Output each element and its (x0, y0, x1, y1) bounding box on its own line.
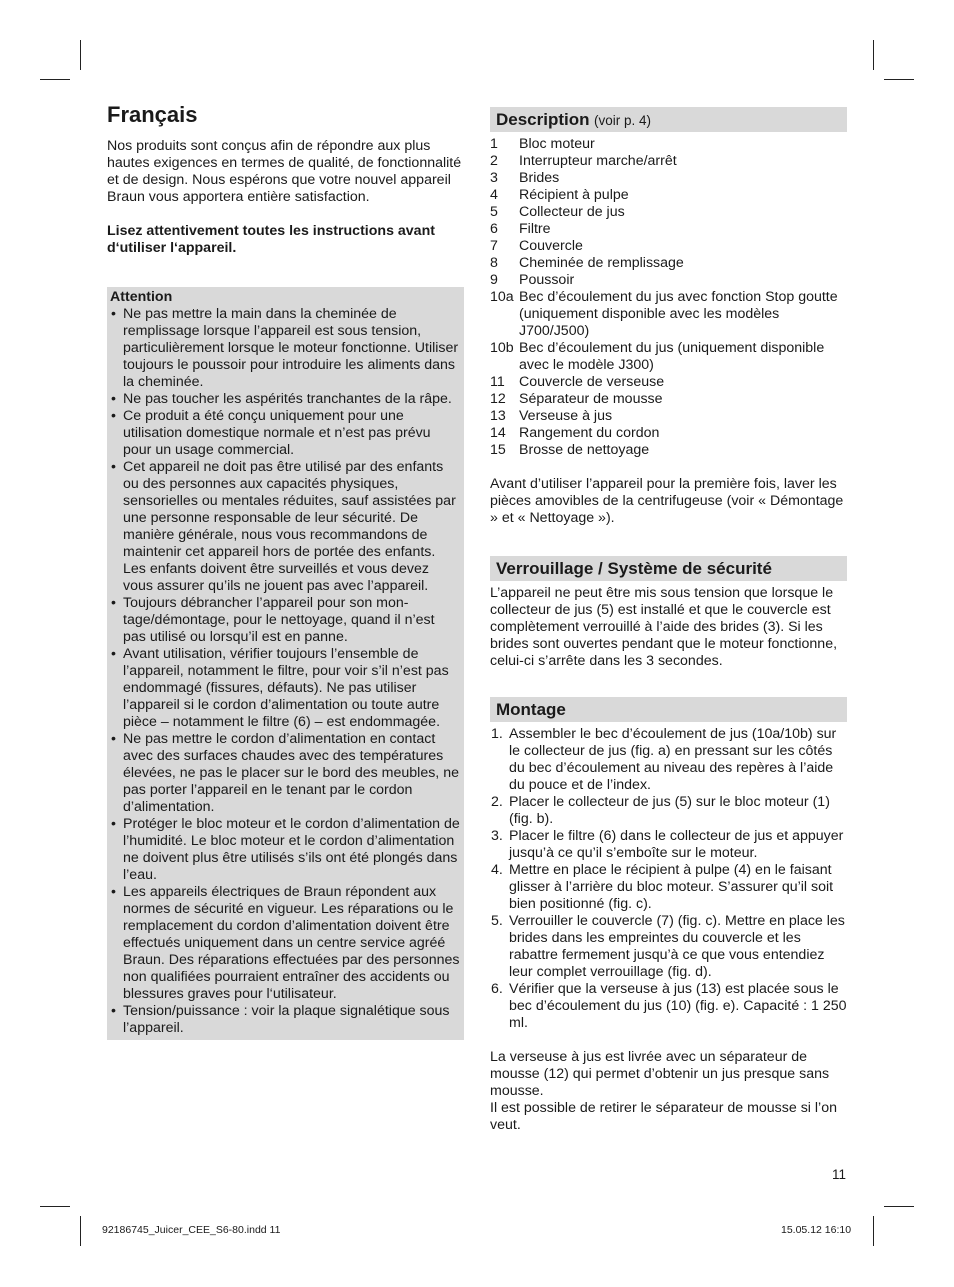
list-item: 2. Placer le collecteur de jus (5) sur le bloc moteur (1) (fig. b). (491, 794, 830, 827)
page-number: 11 (832, 1167, 847, 1182)
file-info: 92186745_Juicer_CEE_S6-80.indd 11 (102, 1224, 281, 1236)
crop-mark (884, 1206, 914, 1207)
attention-item: • Toujours débrancher l’appareil pour son montage/démontage, pour le nettoyage, quand il n’est pas utilisé ou lorsqu’il est en panne. (110, 595, 460, 646)
lock-title: Verrouillage / Système de sécurité (496, 559, 772, 578)
attention-item: • Ne pas toucher les aspérités tranchantes de la râpe. (110, 391, 460, 408)
attention-item: • Tension/puissance : voir la plaque signalétique sous l’appareil. (110, 1003, 460, 1037)
attention-item: • Cet appareil ne doit pas être utilisé par des enfants ou des personnes aux capacités physiques, sensorielles ou mentales réduites, sauf assistées par une personne responsable de leur sécurité. De manière générale, nous vous recommandons de maintenir cet appareil hors de portée des enfants. Les enfants doivent être surveillés et vous devez vous assurer qu’ils ne jouent pas avec l’appareil. (110, 459, 460, 595)
attention-title: Attention (110, 289, 173, 305)
parts-list (490, 136, 847, 459)
right-column (490, 107, 847, 1134)
read-notice: Lisez attentivement toutes les instructions avant d‘utiliser l‘appareil. (107, 223, 435, 256)
attention-item: • Avant utilisation, vérifier toujours l’ensemble de l’appareil, notamment le filtre, pour voir s’il n’est pas endommagé (fissures, défauts). Ne pas utiliser l’appareil si le cordon d’alimentation ou toute autre pièce – notamment le filtre (6) – est endommagée. (110, 646, 460, 731)
list-item: 4 Récipient à pulpe (490, 187, 629, 203)
crop-mark (80, 1216, 81, 1246)
list-item: 2 Interrupteur marche/arrêt (490, 153, 677, 169)
description-subtitle: (voir p. 4) (593, 113, 651, 128)
list-item: 1. Assembler le bec d’écoulement de jus (10a/10b) sur le collecteur de jus (fig. a) en pressant sur les côtés du bec d’écoulement au niveau des repères à l’aide du pouce et de l’index. (491, 726, 837, 793)
montage-note: La verseuse à jus est livrée avec un séparateur de mousse (12) qui permet d’obtenir un jus presque sans mousse. (490, 1049, 830, 1099)
list-item: 3 Brides (490, 170, 560, 186)
crop-mark (40, 79, 70, 80)
list-item: 6. Vérifier que la verseuse à jus (13) est placée sous le bec d’écoulement du jus (10) (fig. e). Capacité : 1 250 ml. (491, 981, 847, 1031)
montage-steps (490, 726, 847, 1032)
intro-paragraph: Nos produits sont conçus afin de répondre aux plus hautes exigences en termes de qualité, de fonctionnalité et de design. Nous espérons que votre nouvel appareil Braun vous apportera entière satisfaction. (107, 138, 462, 205)
crop-mark (873, 1216, 874, 1246)
list-item: 12 Séparateur de mousse (490, 391, 663, 407)
crop-mark (873, 40, 874, 70)
attention-item: • Ne pas mettre la main dans la cheminée de remplissage lorsque l’appareil est sous tension, particulièrement lorsque le moteur fonctionne. Utiliser toujours le poussoir pour introduire les aliments dans la cheminée. (110, 306, 460, 391)
crop-mark (80, 40, 81, 70)
attention-item: • Ne pas mettre le cordon d’alimentation en contact avec des surfaces chaudes avec des températures élevées, ne pas le placer sur le bord des meubles, ne pas porter l’appareil en le tenant par le cordon d’alimentation. (110, 731, 460, 816)
list-item: 6 Filtre (490, 221, 551, 237)
date-info: 15.05.12 16:10 (781, 1224, 852, 1236)
attention-box (107, 287, 464, 1040)
montage-title: Montage (496, 700, 566, 719)
attention-item: • Les appareils électriques de Braun répondent aux normes de sécurité en vigueur. Les réparations ou le remplacement du cordon d’alimentation doivent être effectués uniquement dans un centre service agréé Braun. Des réparations effectuées par des personnes non qualifiées pourraient entraîner des accidents ou blessures graves pour l‘utilisateur. (110, 884, 460, 1003)
list-item: 4. Mettre en place le récipient à pulpe (4) en le faisant glisser à l’arrière du bloc moteur. S’assurer qu’il soit bien positionné (fig. c). (491, 862, 834, 912)
attention-list (110, 306, 460, 1037)
list-item: 9 Poussoir (490, 272, 575, 288)
crop-mark (884, 79, 914, 80)
list-item: 15 Brosse de nettoyage (490, 442, 650, 458)
list-item: 8 Cheminée de remplissage (490, 255, 684, 271)
left-column (107, 138, 467, 1040)
list-item: 10a Bec d’écoulement du jus avec fonction Stop goutte (uniquement disponible avec les modèles J700/J500) (490, 289, 838, 339)
description-heading (490, 107, 847, 132)
list-item: 5. Verrouiller le couvercle (7) (fig. c). Mettre en place les brides dans les empreintes du couvercle et les rabattre fermement jusqu’à ce que vous entendiez leur complet verrouillage (fig. d). (491, 913, 845, 980)
attention-item: • Ce produit a été conçu uniquement pour une utilisation domestique normale et n’est pas prévu pour un usage commercial. (110, 408, 460, 459)
list-item: 13 Verseuse à jus (490, 408, 613, 424)
page-title: Français (107, 102, 198, 127)
montage-note-2: Il est possible de retirer le séparateur de mousse si l’on veut. (490, 1100, 837, 1133)
description-title: Description (496, 110, 590, 129)
list-item: 1 Bloc moteur (490, 136, 595, 152)
list-item: 7 Couvercle (490, 238, 583, 254)
montage-heading (490, 697, 847, 722)
list-item: 14 Rangement du cordon (490, 425, 660, 441)
list-item: 5 Collecteur de jus (490, 204, 625, 220)
description-note: Avant d’utiliser l’appareil pour la première fois, laver les pièces amovibles de la centrifugeuse (voir « Démontage » et « Nettoyage »). (490, 476, 844, 526)
lock-heading (490, 556, 847, 581)
list-item: 11 Couvercle de verseuse (490, 374, 665, 390)
crop-mark (40, 1206, 70, 1207)
list-item: 3. Placer le filtre (6) dans le collecteur de jus et appuyer jusqu’à ce qu’il s’emboîte sur le moteur. (491, 828, 844, 861)
list-item: 10b Bec d’écoulement du jus (uniquement disponible avec le modèle J300) (490, 340, 825, 373)
lock-paragraph: L’appareil ne peut être mis sous tension que lorsque le collecteur de jus (5) est installé et que le couvercle est complètement verrouillé à l’aide des brides (3). Si les brides sont ouvertes pendant que le moteur fonctionne, celui-ci s’arrête dans les 3 secondes. (490, 585, 838, 669)
attention-item: • Protéger le bloc moteur et le cordon d’alimentation de l’humidité. Le bloc moteur et le cordon d’alimentation ne doivent plus être utilisés s’ils ont été plongés dans l’eau. (110, 816, 460, 884)
